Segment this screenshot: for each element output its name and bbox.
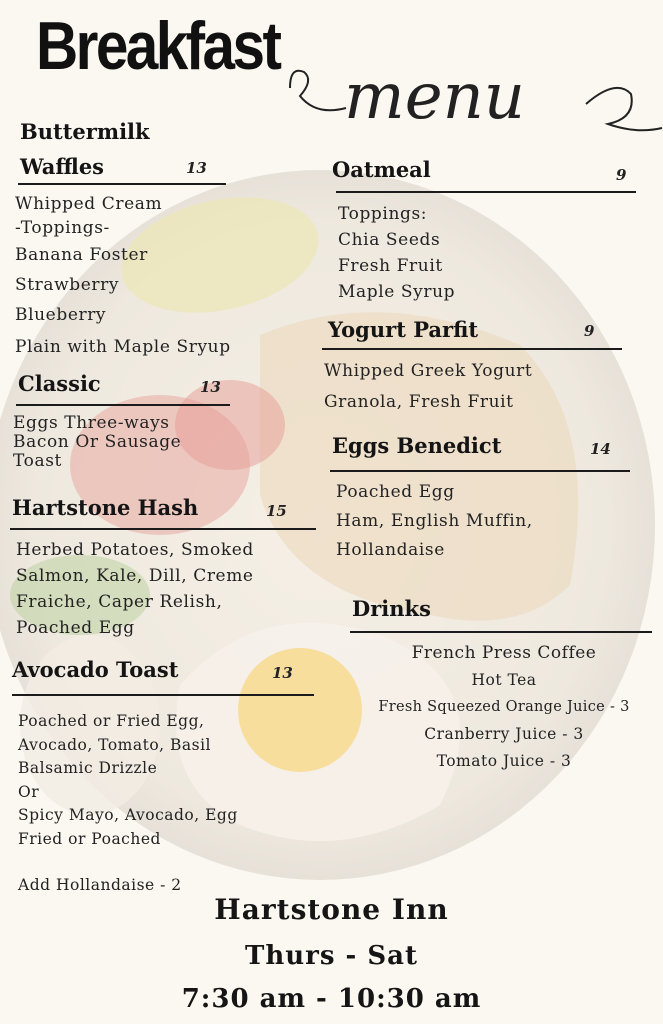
menu-item: Spicy Mayo, Avocado, Egg bbox=[18, 806, 238, 824]
waffles-title-line2: Waffles bbox=[20, 154, 104, 179]
menu-item: Poached Egg bbox=[16, 618, 135, 638]
hash-title: Hartstone Hash bbox=[12, 495, 199, 520]
menu-item: Toppings: bbox=[338, 204, 428, 224]
oatmeal-items bbox=[338, 201, 455, 305]
menu-item: Strawberry bbox=[15, 275, 120, 295]
avocado-price: 13 bbox=[272, 664, 293, 682]
menu-item: Bacon Or Sausage bbox=[13, 432, 182, 452]
service-days: Thurs - Sat bbox=[244, 941, 419, 971]
parfait-price: 9 bbox=[584, 322, 595, 340]
classic-rule bbox=[16, 404, 230, 406]
menu-item: Eggs Three-ways bbox=[13, 413, 170, 433]
classic-price: 13 bbox=[200, 378, 221, 396]
menu-item: Poached Egg bbox=[336, 482, 455, 502]
menu-item: Banana Foster bbox=[15, 245, 148, 265]
menu-item: Whipped Cream bbox=[15, 194, 163, 214]
parfait-items bbox=[324, 356, 532, 418]
benedict-rule bbox=[330, 470, 630, 472]
parfait-title: Yogurt Parfit bbox=[328, 317, 479, 342]
waffles-items bbox=[15, 189, 231, 362]
menu-item: Balsamic Drizzle bbox=[18, 759, 158, 777]
menu-item: Fried or Poached bbox=[18, 829, 161, 848]
waffles-title-line1: Buttermilk bbox=[20, 119, 150, 144]
menu-item: Hot Tea bbox=[471, 671, 537, 689]
menu-title: Breakfast bbox=[36, 8, 280, 84]
benedict-items bbox=[336, 478, 533, 565]
drinks-items bbox=[348, 640, 660, 775]
menu-item: Avocado, Tomato, Basil bbox=[18, 735, 212, 754]
menu-script-subtitle bbox=[286, 58, 663, 148]
menu-item: Hollandaise bbox=[336, 540, 445, 560]
waffles-rule bbox=[18, 183, 226, 185]
hash-items bbox=[16, 537, 254, 641]
menu-item: Toast bbox=[13, 451, 62, 471]
menu-item: Salmon, Kale, Dill, Creme bbox=[16, 566, 254, 586]
menu-item: Tomato Juice - 3 bbox=[436, 752, 572, 770]
classic-title: Classic bbox=[18, 371, 101, 396]
drinks-title: Drinks bbox=[352, 596, 431, 621]
oatmeal-rule bbox=[336, 191, 636, 193]
menu-item: Ham, English Muffin, bbox=[336, 511, 533, 531]
menu-item: -Toppings- bbox=[15, 218, 110, 238]
menu-item: Poached or Fried Egg, bbox=[18, 712, 205, 730]
menu-item: Fresh Squeezed Orange Juice - 3 bbox=[378, 699, 630, 715]
menu-item: Maple Syrup bbox=[338, 282, 456, 302]
service-hours: 7:30 am - 10:30 am bbox=[181, 984, 482, 1014]
menu-item: Herbed Potatoes, Smoked bbox=[16, 540, 254, 560]
menu-item: French Press Coffee bbox=[411, 643, 597, 663]
hash-rule bbox=[10, 528, 316, 530]
menu-item: Chia Seeds bbox=[338, 230, 441, 250]
svg-text:menu: menu bbox=[344, 60, 525, 134]
menu-item: Fresh Fruit bbox=[338, 256, 443, 276]
menu-item: Whipped Greek Yogurt bbox=[324, 361, 533, 381]
benedict-title: Eggs Benedict bbox=[332, 433, 502, 458]
hollandaise-addon: Add Hollandaise - 2 bbox=[18, 876, 182, 894]
parfait-rule bbox=[322, 348, 622, 350]
venue-name: Hartstone Inn bbox=[214, 893, 449, 926]
hash-price: 15 bbox=[266, 502, 287, 520]
oatmeal-price: 9 bbox=[616, 166, 627, 184]
avocado-items bbox=[18, 710, 238, 851]
menu-item: Or bbox=[18, 782, 40, 801]
menu-item: Fraiche, Caper Relish, bbox=[16, 592, 223, 612]
avocado-rule bbox=[12, 694, 314, 696]
classic-items bbox=[13, 414, 181, 471]
benedict-price: 14 bbox=[590, 440, 611, 458]
menu-item: Cranberry Juice - 3 bbox=[424, 725, 584, 743]
menu-item: Granola, Fresh Fruit bbox=[324, 392, 514, 412]
drinks-rule bbox=[350, 631, 652, 633]
avocado-title: Avocado Toast bbox=[12, 657, 179, 682]
oatmeal-title: Oatmeal bbox=[332, 157, 431, 182]
menu-item: Plain with Maple Sryup bbox=[15, 337, 231, 357]
waffles-price: 13 bbox=[186, 159, 207, 177]
menu-item: Blueberry bbox=[15, 305, 107, 325]
